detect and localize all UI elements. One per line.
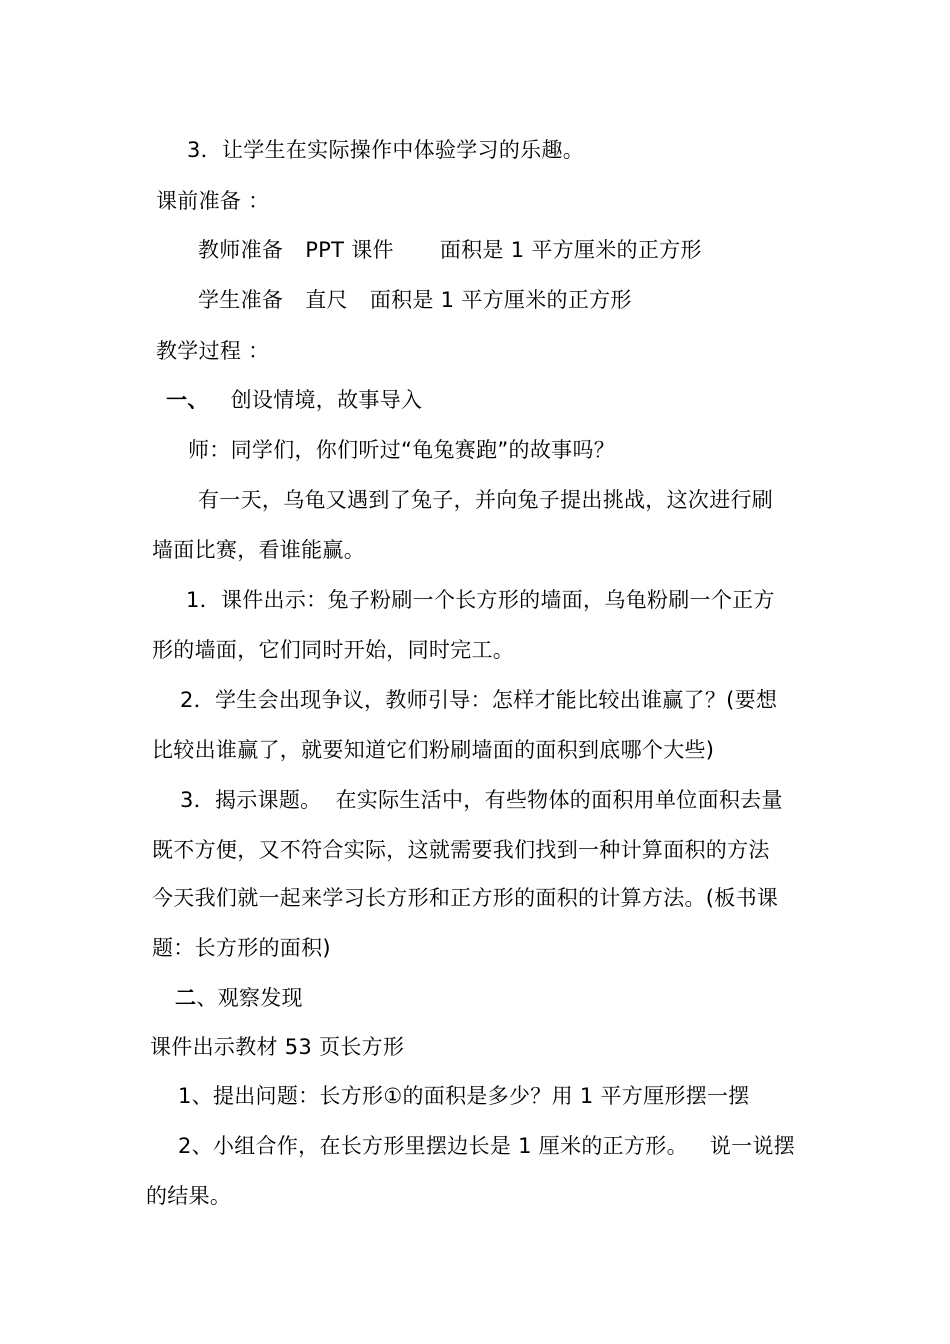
teacher-prep-square: 面积是 1 平方厘米的正方形 [439, 238, 702, 262]
part-two-number: 二 [175, 986, 197, 1010]
step-3-label: 3．揭示课题。 [180, 788, 322, 812]
step-3-line-4 [152, 933, 331, 963]
step-1-text-1: 1．课件出示：兔子粉刷一个长方形的墙面，乌龟粉刷一个正方 [186, 588, 775, 612]
teacher-question-line [188, 435, 615, 465]
teacher-prep-line [198, 235, 702, 265]
step-1-line-2 [152, 635, 514, 665]
step-3-line-2 [152, 835, 770, 865]
teacher-prep-label: 教师准备 [198, 238, 284, 262]
courseware-line [150, 1032, 404, 1062]
step-3-text-3: 今天我们就一起来学习长方形和正方形的面积的计算方法。(板书课 [152, 886, 779, 910]
task-2-text-3: 的结果。 [146, 1184, 232, 1208]
teacher-question-text: 师：同学们，你们听过“龟兔赛跑”的故事吗？ [188, 438, 616, 462]
process-heading-text: 教学过程 ： [156, 339, 270, 363]
section-heading-preparation [156, 186, 269, 216]
courseware-text: 课件出示教材 53 页长方形 [150, 1035, 405, 1059]
step-3-line-1 [180, 785, 783, 815]
student-prep-ruler: 直尺 [305, 288, 348, 312]
part-two-title: 、观察发现 [196, 986, 303, 1010]
task-1-line [178, 1081, 750, 1111]
step-2-line-2 [152, 735, 714, 765]
student-prep-line [198, 285, 632, 315]
task-2-line-2 [146, 1181, 231, 1211]
story-text-1: 有一天，乌龟又遇到了兔子，并向兔子提出挑战，这次进行刷 [198, 488, 774, 512]
task-1-text: 1、提出问题：长方形①的面积是多少？用 1 平方厘形摆一摆 [178, 1084, 750, 1108]
student-prep-square: 面积是 1 平方厘米的正方形 [369, 288, 632, 312]
objective-3-text: 3．让学生在实际操作中体验学习的乐趣。 [187, 138, 585, 162]
task-2-text-1: 2、小组合作，在长方形里摆边长是 1 厘米的正方形。 [178, 1134, 688, 1158]
step-3-text-2: 既不方便，又不符合实际，这就需要我们找到一种计算面积的方法 [152, 838, 770, 862]
part-two-heading [175, 983, 303, 1013]
task-2-text-2: 说一说摆 [709, 1134, 796, 1158]
part-one-heading [166, 385, 422, 415]
step-3-line-3 [152, 883, 778, 913]
story-line-2 [152, 535, 365, 565]
task-2-line-1 [178, 1131, 795, 1161]
student-prep-label: 学生准备 [198, 288, 284, 312]
section-heading-process [156, 336, 269, 366]
step-2-line-1 [180, 685, 777, 715]
story-text-2: 墙面比赛，看谁能赢。 [152, 538, 365, 562]
step-1-text-2: 形的墙面，它们同时开始，同时完工。 [152, 638, 515, 662]
step-1-line-1 [186, 585, 775, 615]
part-one-number: 一、 [166, 388, 209, 412]
step-2-text-1: 2．学生会出现争议，教师引导：怎样才能比较出谁赢了？(要想 [180, 688, 778, 712]
objective-3-line [187, 135, 584, 165]
step-2-text-2: 比较出谁赢了，就要知道它们粉刷墙面的面积到底哪个大些) [152, 738, 715, 762]
story-line-1 [198, 485, 773, 515]
step-3-text-1: 在实际生活中，有些物体的面积用单位面积去量 [335, 788, 783, 812]
step-3-text-4: 题：长方形的面积) [152, 936, 331, 960]
teacher-prep-ppt: PPT 课件 [305, 238, 394, 262]
part-one-title: 创设情境，故事导入 [230, 388, 423, 412]
preparation-heading-text: 课前准备 ： [156, 189, 270, 213]
